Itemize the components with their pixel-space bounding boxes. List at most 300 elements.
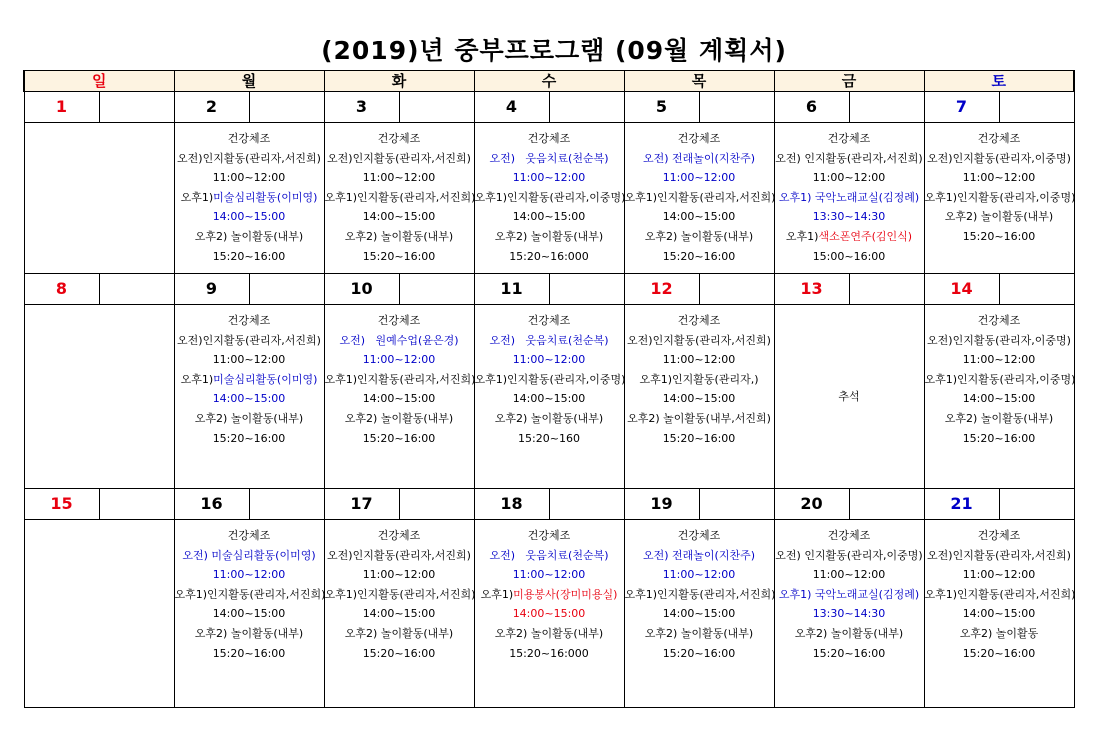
schedule-line: [925, 227, 1074, 247]
date-cell: [24, 92, 174, 123]
schedule-text: 11:00~12:00: [212, 353, 286, 367]
schedule-line: [175, 149, 324, 169]
day-number: 12: [625, 274, 700, 304]
schedule-line: [175, 546, 324, 566]
week-date-row: [24, 274, 1074, 305]
schedule-line: [325, 370, 474, 390]
schedule-line: [175, 429, 324, 449]
schedule-text: 오전)인지활동(관리자,서진희): [177, 333, 321, 347]
schedule-line: [925, 526, 1074, 546]
week-schedule-row: [24, 305, 1074, 489]
day-schedule-cell: [174, 305, 324, 489]
schedule-line: [175, 644, 324, 664]
schedule-text: 11:00~12:00: [962, 171, 1036, 185]
schedule-text: 건강체조: [827, 132, 871, 145]
schedule-text: 오전)인지활동(관리자,서진희): [627, 333, 771, 347]
schedule-text: 14:00~15:00: [512, 392, 586, 406]
schedule-text: 11:00~12:00: [512, 353, 586, 367]
schedule-text: 15:20~16:00: [962, 431, 1036, 445]
day-schedule-cell: [24, 123, 174, 274]
date-cell: [924, 92, 1074, 123]
day-number: 15: [25, 489, 100, 519]
schedule-line: [625, 247, 774, 267]
schedule-line: [175, 624, 324, 644]
schedule-text: 오후2) 놀이활동(내부): [344, 626, 454, 640]
schedule-line: [925, 389, 1074, 409]
day-number: 13: [775, 274, 850, 304]
day-number: 18: [475, 489, 550, 519]
schedule-line: [175, 604, 324, 624]
schedule-text: 오전) 원예수업(윤은경): [339, 333, 459, 347]
schedule-text: 오후1)인지활동(관리자,이중명): [924, 190, 1076, 204]
schedule-list: [175, 123, 324, 266]
schedule-text: 오전) 미술심리활동(이미영): [182, 548, 316, 562]
schedule-line: [775, 526, 924, 546]
schedule-line: [325, 389, 474, 409]
schedule-text: 건강체조: [377, 529, 421, 542]
schedule-text: 11:00~12:00: [362, 171, 436, 185]
date-cell: [324, 489, 474, 520]
schedule-line: [325, 168, 474, 188]
schedule-text: 13:30~14:30: [812, 607, 886, 621]
schedule-line: [325, 409, 474, 429]
schedule-text: 15:20~16:00: [362, 646, 436, 660]
schedule-text: 오후2) 놀이활동(내부): [194, 626, 304, 640]
date-cell: [774, 489, 924, 520]
weekday-tuesday: 화: [324, 71, 474, 92]
schedule-text: 건강체조: [677, 314, 721, 327]
schedule-text: 15:20~16:00: [962, 229, 1036, 243]
schedule-line: [775, 188, 924, 208]
schedule-text: 11:00~12:00: [212, 171, 286, 185]
date-cell: [24, 274, 174, 305]
schedule-line: [625, 429, 774, 449]
schedule-line: [925, 370, 1074, 390]
schedule-text: 14:00~15:00: [212, 607, 286, 621]
date-cell: [624, 489, 774, 520]
schedule-text: 11:00~12:00: [662, 353, 736, 367]
schedule-text: 건강체조: [227, 314, 271, 327]
schedule-line: [475, 644, 624, 664]
schedule-text: 오후2) 놀이활동(내부): [194, 411, 304, 425]
date-cell: [324, 274, 474, 305]
day-schedule-cell: [174, 123, 324, 274]
schedule-line: [925, 350, 1074, 370]
schedule-list: [25, 123, 174, 129]
schedule-text: 14:00~15:00: [962, 607, 1036, 621]
schedule-text: 건강체조: [977, 132, 1021, 145]
schedule-line: [625, 149, 774, 169]
schedule-line: [925, 149, 1074, 169]
day-number: 3: [325, 92, 400, 122]
schedule-list: [925, 520, 1074, 663]
schedule-list: [175, 305, 324, 448]
week-schedule-row: [24, 520, 1074, 708]
schedule-text: 오후1)인지활동(관리자,): [639, 372, 759, 386]
schedule-text: 오후1) 국악노래교실(김정례): [778, 587, 920, 601]
schedule-text: 오후2) 놀이활동(내부): [494, 229, 604, 243]
week-schedule-row: [24, 123, 1074, 274]
schedule-text: 오후1): [785, 229, 819, 243]
day-number: 8: [25, 274, 100, 304]
schedule-line: [175, 311, 324, 331]
schedule-text: 14:00~15:00: [962, 392, 1036, 406]
schedule-text: 14:00~15:00: [212, 392, 286, 406]
schedule-line: [175, 526, 324, 546]
date-cell: [174, 489, 324, 520]
schedule-text: 11:00~12:00: [962, 568, 1036, 582]
schedule-line: [325, 644, 474, 664]
schedule-text: 14:00~15:00: [662, 392, 736, 406]
weekday-wednesday: 수: [474, 71, 624, 92]
day-schedule-cell: [474, 305, 624, 489]
schedule-text: 건강체조: [677, 132, 721, 145]
day-schedule-cell: [774, 520, 924, 708]
day-schedule-cell: [174, 520, 324, 708]
schedule-line: [625, 350, 774, 370]
day-schedule-cell: [474, 123, 624, 274]
schedule-line: [475, 370, 624, 390]
day-number: 10: [325, 274, 400, 304]
day-number: 20: [775, 489, 850, 519]
schedule-line: [175, 585, 324, 605]
schedule-line: [325, 188, 474, 208]
schedule-line: [325, 207, 474, 227]
schedule-line: [475, 311, 624, 331]
schedule-text: 오전) 인지활동(관리자,서진희): [775, 151, 923, 165]
weekday-thursday: 목: [624, 71, 774, 92]
schedule-line: [325, 247, 474, 267]
day-number: 16: [175, 489, 250, 519]
date-cell: [924, 489, 1074, 520]
schedule-line: [175, 188, 324, 208]
schedule-line: [175, 389, 324, 409]
schedule-text: 11:00~12:00: [962, 353, 1036, 367]
schedule-line: [475, 331, 624, 351]
schedule-line: [925, 207, 1074, 227]
schedule-line: [325, 429, 474, 449]
date-cell: [774, 92, 924, 123]
day-schedule-cell: [624, 123, 774, 274]
schedule-text: 추석: [838, 389, 860, 403]
date-cell: [624, 274, 774, 305]
schedule-line: [925, 644, 1074, 664]
schedule-list: [25, 305, 174, 311]
schedule-line: [775, 129, 924, 149]
schedule-line: [475, 624, 624, 644]
day-schedule-cell: [24, 520, 174, 708]
schedule-text: 색소폰연주(김인식): [818, 229, 913, 243]
schedule-text: 오후2) 놀이활동(내부): [944, 210, 1054, 224]
schedule-line: [325, 624, 474, 644]
day-number: 7: [925, 92, 1000, 122]
schedule-line: [925, 188, 1074, 208]
schedule-text: 오후1)인지활동(관리자,서진희): [624, 587, 776, 601]
schedule-text: 오후2) 놀이활동(내부): [644, 626, 754, 640]
schedule-text: 오후1)인지활동(관리자,서진희): [924, 587, 1076, 601]
day-schedule-cell: [324, 123, 474, 274]
schedule-text: 오후1)인지활동(관리자,이중명): [474, 372, 626, 386]
day-schedule-cell: [774, 305, 924, 489]
schedule-text: 건강체조: [527, 529, 571, 542]
day-number: 5: [625, 92, 700, 122]
schedule-line: [625, 370, 774, 390]
schedule-text: 14:00~15:00: [662, 210, 736, 224]
schedule-line: [325, 526, 474, 546]
date-cell: [174, 274, 324, 305]
day-number: 19: [625, 489, 700, 519]
day-schedule-cell: [624, 520, 774, 708]
schedule-line: [325, 565, 474, 585]
schedule-text: 오전) 웃음치료(천순복): [489, 151, 609, 165]
schedule-line: [925, 624, 1074, 644]
schedule-text: 13:30~14:30: [812, 210, 886, 224]
schedule-line: [625, 129, 774, 149]
schedule-line: [625, 604, 774, 624]
schedule-line: [175, 565, 324, 585]
schedule-text: 11:00~12:00: [662, 171, 736, 185]
schedule-line: [925, 604, 1074, 624]
schedule-text: 오전)인지활동(관리자,서진희): [327, 548, 471, 562]
schedule-line: [625, 331, 774, 351]
schedule-text: 오후2) 놀이활동(내부): [194, 229, 304, 243]
schedule-text: 미술심리활동(이미영): [213, 190, 318, 204]
schedule-line: [625, 207, 774, 227]
day-schedule-cell: [774, 123, 924, 274]
schedule-line: [475, 565, 624, 585]
schedule-line: [775, 604, 924, 624]
day-number: 17: [325, 489, 400, 519]
day-number: 1: [25, 92, 100, 122]
schedule-line: [325, 227, 474, 247]
schedule-line: [475, 129, 624, 149]
schedule-line: [925, 565, 1074, 585]
schedule-line: [475, 188, 624, 208]
date-cell: [474, 274, 624, 305]
schedule-list: [625, 520, 774, 663]
schedule-line: [925, 546, 1074, 566]
schedule-line: [625, 188, 774, 208]
schedule-text: 14:00~15:00: [362, 392, 436, 406]
schedule-text: 14:00~15:00: [362, 210, 436, 224]
schedule-text: 건강체조: [977, 529, 1021, 542]
schedule-text: 오후2) 놀이활동(내부): [494, 626, 604, 640]
schedule-text: 건강체조: [377, 314, 421, 327]
schedule-line: [475, 227, 624, 247]
weekday-sunday: 일: [24, 71, 174, 92]
schedule-line: [925, 409, 1074, 429]
schedule-text: 건강체조: [827, 529, 871, 542]
schedule-line: [475, 409, 624, 429]
schedule-line: [625, 565, 774, 585]
day-number: 14: [925, 274, 1000, 304]
schedule-list: [925, 305, 1074, 448]
schedule-list: [325, 520, 474, 663]
schedule-text: 오전) 웃음치료(천순복): [489, 548, 609, 562]
schedule-line: [925, 585, 1074, 605]
schedule-list: [25, 520, 174, 526]
schedule-text: 11:00~12:00: [512, 568, 586, 582]
schedule-line: [625, 526, 774, 546]
schedule-line: [325, 604, 474, 624]
schedule-text: 오후2) 놀이활동(내부,서진희): [627, 411, 771, 425]
schedule-list: [475, 305, 624, 448]
schedule-line: [175, 207, 324, 227]
day-number: 11: [475, 274, 550, 304]
schedule-text: 14:00~15:00: [212, 210, 286, 224]
day-schedule-cell: [924, 520, 1074, 708]
schedule-line: [175, 331, 324, 351]
schedule-text: 11:00~12:00: [662, 568, 736, 582]
schedule-line: [175, 350, 324, 370]
day-schedule-cell: [624, 305, 774, 489]
page-title: (2019)년 중부프로그램 (09월 계획서): [321, 36, 787, 65]
schedule-line: [625, 227, 774, 247]
schedule-text: 15:20~16:00: [662, 249, 736, 263]
schedule-text: 오전) 인지활동(관리자,이중명): [775, 548, 923, 562]
schedule-text: 11:00~12:00: [212, 568, 286, 582]
schedule-text: 건강체조: [227, 529, 271, 542]
schedule-text: 건강체조: [527, 314, 571, 327]
schedule-line: [775, 546, 924, 566]
week-date-row: [24, 92, 1074, 123]
schedule-text: 오후2) 놀이활동(내부): [494, 411, 604, 425]
schedule-line: [475, 585, 624, 605]
schedule-text: 오후2) 놀이활동(내부): [944, 411, 1054, 425]
weekday-friday: 금: [774, 71, 924, 92]
schedule-text: 11:00~12:00: [512, 171, 586, 185]
schedule-line: [475, 168, 624, 188]
schedule-list: [775, 520, 924, 663]
schedule-text: 15:20~16:000: [509, 646, 589, 660]
schedule-line: [175, 129, 324, 149]
schedule-text: 오전) 전래놀이(지찬주): [642, 151, 755, 165]
schedule-line: [625, 311, 774, 331]
schedule-line: [325, 149, 474, 169]
schedule-line: [475, 207, 624, 227]
schedule-list: [175, 520, 324, 663]
schedule-text: 오후2) 놀이활동(내부): [794, 626, 904, 640]
schedule-line: [775, 585, 924, 605]
schedule-line: [925, 429, 1074, 449]
schedule-text: 오후2) 놀이활동(내부): [344, 229, 454, 243]
date-cell: [474, 92, 624, 123]
schedule-text: 14:00~15:00: [512, 210, 586, 224]
schedule-text: 11:00~12:00: [812, 568, 886, 582]
day-schedule-cell: [474, 520, 624, 708]
schedule-text: 오후1)인지활동(관리자,서진희): [324, 190, 476, 204]
schedule-text: 건강체조: [977, 314, 1021, 327]
schedule-text: 11:00~12:00: [812, 171, 886, 185]
schedule-text: 15:20~16:00: [662, 431, 736, 445]
schedule-list: [625, 123, 774, 266]
schedule-line: [925, 311, 1074, 331]
schedule-line: [325, 350, 474, 370]
schedule-text: 오후2) 놀이활동: [959, 626, 1039, 640]
schedule-line: [175, 168, 324, 188]
day-number: 4: [475, 92, 550, 122]
schedule-line: [175, 409, 324, 429]
schedule-line: [475, 604, 624, 624]
day-schedule-cell: [924, 305, 1074, 489]
schedule-text: 오후1)인지활동(관리자,이중명): [924, 372, 1076, 386]
schedule-text: 14:00~15:00: [662, 607, 736, 621]
calendar-table: [23, 70, 1075, 708]
schedule-line: [325, 546, 474, 566]
schedule-text: 오전)인지활동(관리자,이중명): [927, 151, 1071, 165]
schedule-line: [475, 546, 624, 566]
schedule-text: 오전)인지활동(관리자,이중명): [927, 333, 1071, 347]
schedule-text: 오후2) 놀이활동(내부): [644, 229, 754, 243]
schedule-line: [325, 129, 474, 149]
schedule-list: [925, 123, 1074, 247]
schedule-line: [775, 247, 924, 267]
schedule-text: 오후1): [480, 587, 514, 601]
schedule-text: 11:00~12:00: [362, 568, 436, 582]
schedule-text: 오후2) 놀이활동(내부): [344, 411, 454, 425]
schedule-line: [625, 624, 774, 644]
schedule-text: 건강체조: [377, 132, 421, 145]
schedule-text: 15:20~16:000: [509, 249, 589, 263]
schedule-line: [175, 227, 324, 247]
schedule-list: [325, 123, 474, 266]
schedule-list: [775, 305, 924, 488]
schedule-line: [625, 644, 774, 664]
schedule-line: [475, 149, 624, 169]
day-number: 6: [775, 92, 850, 122]
schedule-line: [475, 526, 624, 546]
week-date-row: [24, 489, 1074, 520]
schedule-text: 15:20~16:00: [662, 646, 736, 660]
date-cell: [324, 92, 474, 123]
schedule-line: [775, 149, 924, 169]
schedule-text: 15:20~16:00: [212, 249, 286, 263]
schedule-line: [775, 565, 924, 585]
schedule-line: [175, 247, 324, 267]
weekday-header-row: [24, 71, 1074, 92]
schedule-text: 오후1)인지활동(관리자,서진희): [624, 190, 776, 204]
schedule-text: 오후1)인지활동(관리자,서진희): [324, 372, 476, 386]
schedule-list: [325, 305, 474, 448]
schedule-text: 15:20~16:00: [812, 646, 886, 660]
schedule-text: 오전) 웃음치료(천순복): [489, 333, 609, 347]
schedule-text: 오후1)인지활동(관리자,이중명): [474, 190, 626, 204]
schedule-text: 미용봉사(장미미용실): [513, 587, 618, 601]
schedule-text: 오전) 전래놀이(지찬주): [642, 548, 755, 562]
weekday-monday: 월: [174, 71, 324, 92]
schedule-text: 14:00~15:00: [362, 607, 436, 621]
schedule-line: [475, 389, 624, 409]
schedule-line: [475, 350, 624, 370]
schedule-text: 15:20~16:00: [212, 646, 286, 660]
schedule-list: [475, 520, 624, 663]
schedule-text: 11:00~12:00: [362, 353, 436, 367]
schedule-line: [325, 311, 474, 331]
schedule-line: [625, 585, 774, 605]
schedule-line: [925, 129, 1074, 149]
schedule-line: [625, 546, 774, 566]
schedule-line: [775, 644, 924, 664]
date-cell: [24, 489, 174, 520]
schedule-line: [838, 387, 859, 407]
schedule-list: [475, 123, 624, 266]
schedule-text: 오후1)인지활동(관리자,서진희): [174, 587, 326, 601]
date-cell: [924, 274, 1074, 305]
schedule-line: [325, 331, 474, 351]
schedule-line: [775, 624, 924, 644]
schedule-text: 오후1) 국악노래교실(김정례): [778, 190, 920, 204]
schedule-line: [625, 389, 774, 409]
